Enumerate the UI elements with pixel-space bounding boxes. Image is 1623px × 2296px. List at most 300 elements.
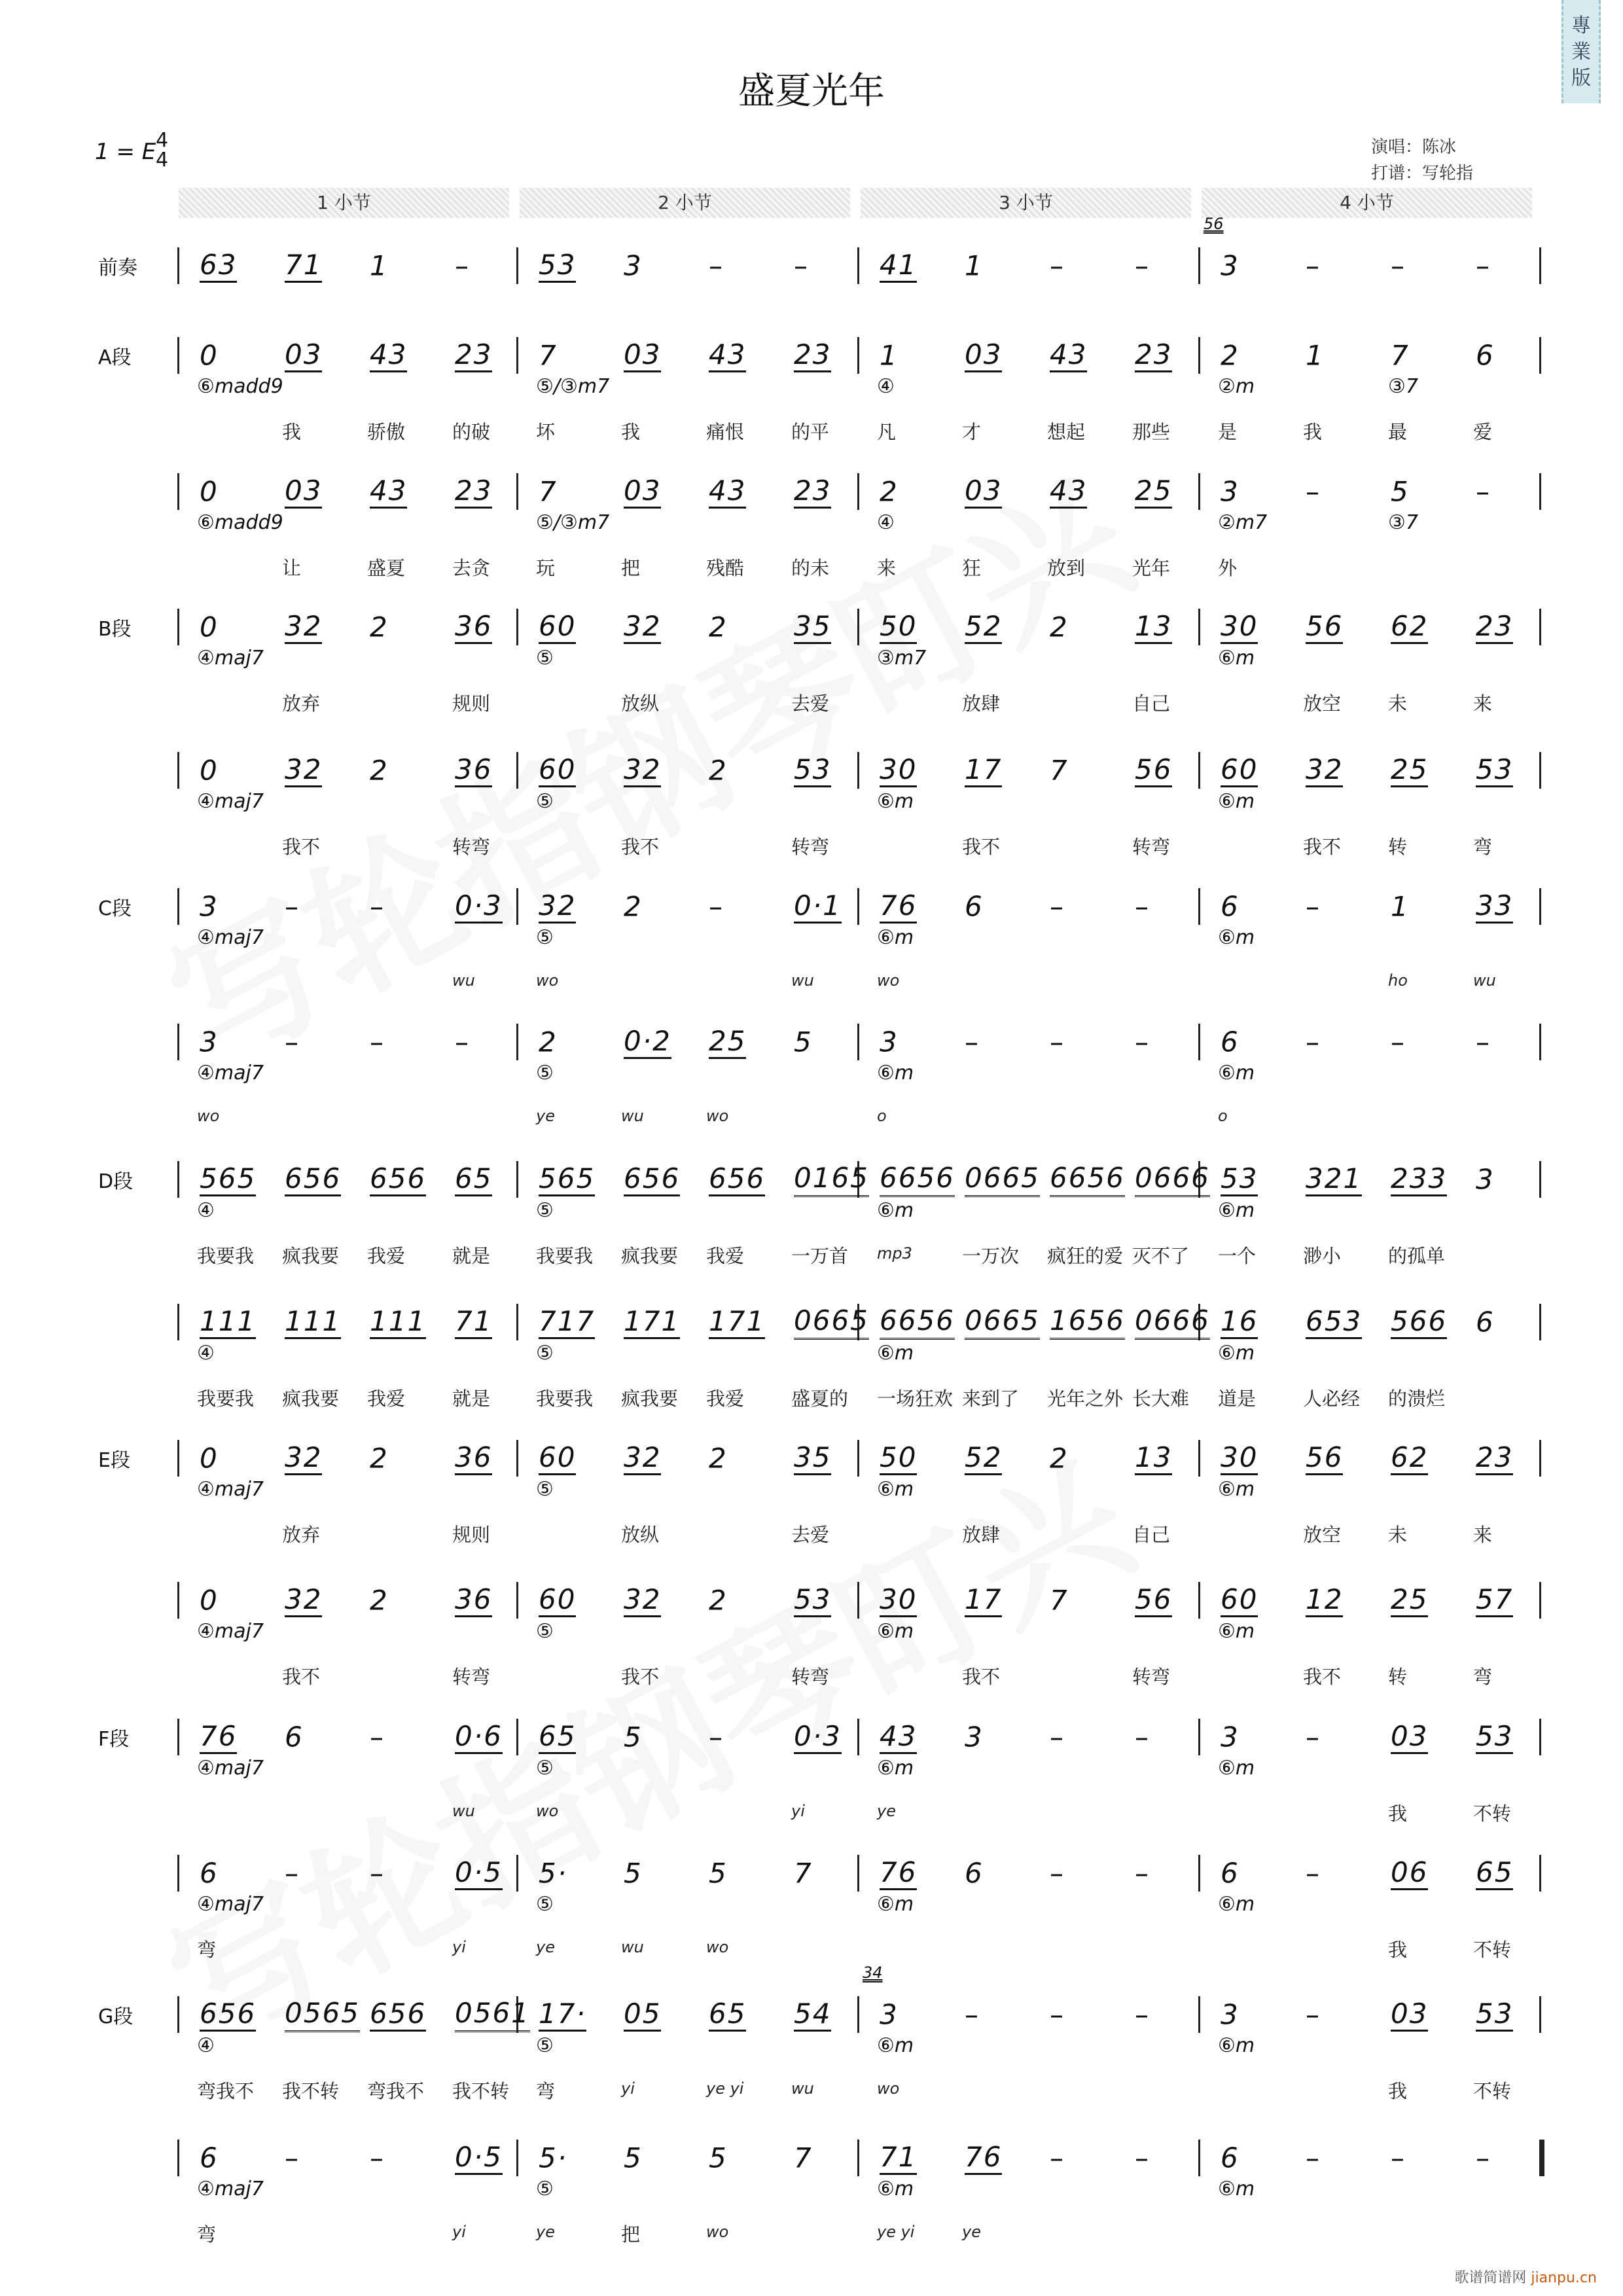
note: 35 bbox=[794, 1441, 831, 1475]
lyric: 来 bbox=[1473, 692, 1493, 715]
lyric: 灭不了 bbox=[1132, 1245, 1190, 1267]
note: 1656 bbox=[1050, 1304, 1125, 1340]
barline bbox=[1198, 888, 1200, 925]
note: 2 bbox=[1050, 611, 1069, 643]
note: 32 bbox=[285, 610, 322, 644]
lyric: 痛恨 bbox=[706, 421, 745, 443]
lyric: 让 bbox=[282, 557, 302, 579]
note: 3 bbox=[1221, 1998, 1240, 2031]
lyric: 凡 bbox=[877, 421, 897, 443]
note: 03 bbox=[285, 475, 322, 509]
dash: – bbox=[709, 890, 724, 923]
dash: – bbox=[1306, 249, 1321, 282]
lyric: mp3 bbox=[877, 1244, 912, 1263]
lyric: o bbox=[1218, 1107, 1228, 1125]
note: 3 bbox=[1221, 249, 1240, 282]
lyric: ye bbox=[536, 1107, 555, 1125]
barline bbox=[177, 752, 179, 789]
note: 2 bbox=[370, 754, 389, 787]
note: 2 bbox=[709, 1442, 728, 1475]
chord-symbol: ⑥m bbox=[1218, 2034, 1255, 2057]
lyric: 放空 bbox=[1303, 1524, 1342, 1546]
section-label: F段 bbox=[98, 1728, 130, 1751]
lyric: 放到 bbox=[1047, 557, 1086, 579]
chord-symbol: ⑥m bbox=[1218, 1342, 1255, 1365]
note: 36 bbox=[455, 1583, 492, 1617]
note: 6 bbox=[1476, 339, 1495, 372]
footer-site-cn: 歌谱简谱网 bbox=[1454, 2270, 1527, 2286]
barline bbox=[857, 1719, 859, 1755]
footer-site bbox=[1454, 2267, 1597, 2287]
lyric: 规则 bbox=[452, 1524, 491, 1546]
dash: – bbox=[1135, 2142, 1150, 2174]
note: 5 bbox=[709, 1857, 728, 1890]
lyric: 我不 bbox=[1303, 836, 1342, 858]
lyric: 疯狂的爱 bbox=[1047, 1245, 1124, 1267]
note: 53 bbox=[1476, 1720, 1513, 1754]
note: 71 bbox=[455, 1305, 492, 1339]
section-label: E段 bbox=[98, 1449, 130, 1472]
chord-symbol: ⑥m bbox=[1218, 1893, 1255, 1916]
note: 6 bbox=[1221, 2142, 1240, 2174]
note: 2 bbox=[709, 1584, 728, 1617]
dash: – bbox=[965, 1026, 980, 1058]
chord-symbol: ④ bbox=[877, 375, 895, 398]
note: 43 bbox=[370, 475, 407, 509]
lyric: 放肆 bbox=[962, 692, 1001, 715]
grace-note: 56 bbox=[1204, 215, 1224, 233]
note: 17 bbox=[965, 1583, 1002, 1617]
lyric: 那些 bbox=[1132, 421, 1171, 443]
lyric: 就是 bbox=[452, 1245, 491, 1267]
barline bbox=[516, 473, 518, 510]
measure-header-4: 4 小节 bbox=[1202, 188, 1532, 218]
note: 3 bbox=[200, 890, 219, 923]
note: 656 bbox=[624, 1162, 680, 1196]
lyric: 我不 bbox=[962, 836, 1001, 858]
note: 32 bbox=[285, 1441, 322, 1475]
lyric: 我 bbox=[1388, 1803, 1408, 1825]
note: 1 bbox=[1306, 339, 1325, 372]
barline bbox=[516, 1855, 518, 1892]
dash: – bbox=[1306, 475, 1321, 508]
chord-symbol: ⑤ bbox=[536, 647, 554, 670]
note: 6 bbox=[965, 890, 984, 923]
lyric: 人必经 bbox=[1303, 1388, 1361, 1410]
barline bbox=[516, 247, 518, 284]
lyric: 未 bbox=[1388, 1524, 1408, 1546]
chord-symbol: ⑥m bbox=[1218, 1062, 1255, 1085]
note: 6 bbox=[965, 1857, 984, 1890]
lyric: 一场狂欢 bbox=[877, 1388, 954, 1410]
barline bbox=[177, 1855, 179, 1892]
chord-symbol: ④ bbox=[197, 1342, 215, 1365]
lyric: 弯我不 bbox=[197, 2080, 255, 2102]
barline bbox=[1539, 609, 1541, 645]
dash: – bbox=[370, 890, 385, 923]
lyric: 弯 bbox=[536, 2080, 556, 2102]
lyric: 疯我要 bbox=[282, 1388, 340, 1410]
note: 1 bbox=[1391, 890, 1410, 923]
note: 3 bbox=[965, 1721, 984, 1753]
note: 25 bbox=[709, 1025, 746, 1059]
chord-symbol: ④ bbox=[197, 2034, 215, 2057]
note: 1 bbox=[965, 249, 984, 282]
dash: – bbox=[1135, 1857, 1150, 1890]
barline bbox=[1198, 1855, 1200, 1892]
dash: – bbox=[1135, 1026, 1150, 1058]
note: 7 bbox=[539, 475, 558, 508]
dash: – bbox=[1135, 1721, 1150, 1753]
barline bbox=[177, 2140, 179, 2176]
chord-symbol: ⑥m bbox=[877, 2178, 914, 2200]
note: 43 bbox=[880, 1720, 917, 1754]
barline bbox=[177, 1582, 179, 1619]
chord-symbol: ⑥m bbox=[877, 1199, 914, 1222]
chord-symbol: ⑥m bbox=[1218, 647, 1255, 670]
section-label: C段 bbox=[98, 897, 132, 920]
lyric: 弯 bbox=[1473, 1666, 1493, 1688]
lyric: 最 bbox=[1388, 421, 1408, 443]
lyric: 未 bbox=[1388, 692, 1408, 715]
note: 56 bbox=[1306, 1441, 1343, 1475]
lyric: 不转 bbox=[1473, 1939, 1512, 1961]
lyric: 放空 bbox=[1303, 692, 1342, 715]
note: 3 bbox=[1476, 1163, 1495, 1196]
chord-symbol: ④maj7 bbox=[197, 1620, 264, 1643]
note: 5 bbox=[709, 2142, 728, 2174]
note: 0665 bbox=[965, 1304, 1040, 1340]
lyric: 我 bbox=[282, 421, 302, 443]
chord-symbol: ⑤ bbox=[536, 2178, 554, 2200]
lyric: wu bbox=[621, 1938, 644, 1956]
note: 0·2 bbox=[624, 1025, 671, 1059]
note: 6656 bbox=[880, 1304, 955, 1340]
chord-symbol: ⑤/③m7 bbox=[536, 375, 610, 398]
lyric: 我爱 bbox=[706, 1388, 745, 1410]
note: 0·3 bbox=[794, 1720, 842, 1754]
lyric: 转弯 bbox=[452, 836, 491, 858]
barline bbox=[516, 1440, 518, 1477]
dash: – bbox=[285, 1026, 300, 1058]
chord-symbol: ⑥m bbox=[1218, 1478, 1255, 1501]
dash: – bbox=[1476, 1026, 1491, 1058]
lyric: ye bbox=[536, 1938, 555, 1956]
lyric: 我不 bbox=[1303, 1666, 1342, 1688]
barline bbox=[1539, 2140, 1544, 2176]
note: 60 bbox=[1221, 1583, 1258, 1617]
note: 111 bbox=[370, 1305, 426, 1339]
chord-symbol: ⑤/③m7 bbox=[536, 511, 610, 534]
lyric: 我不 bbox=[282, 836, 321, 858]
barline bbox=[177, 888, 179, 925]
note: 53 bbox=[1221, 1162, 1258, 1196]
chord-symbol: ④maj7 bbox=[197, 647, 264, 670]
note: 52 bbox=[965, 1441, 1002, 1475]
lyric: 弯我不 bbox=[367, 2080, 425, 2102]
dash: – bbox=[1391, 249, 1406, 282]
transcriber-credit: 打谱：写轮指 bbox=[1371, 164, 1474, 183]
lyric: 想起 bbox=[1047, 421, 1086, 443]
lyric: 的孤单 bbox=[1388, 1245, 1446, 1267]
note: 23 bbox=[455, 338, 492, 372]
lyric: 不转 bbox=[1473, 1803, 1512, 1825]
barline bbox=[1539, 1996, 1541, 2033]
lyric: yi bbox=[452, 1938, 466, 1956]
note: 53 bbox=[1476, 753, 1513, 787]
barline bbox=[516, 1304, 518, 1340]
lyric: 的破 bbox=[452, 421, 491, 443]
note: 35 bbox=[794, 610, 831, 644]
note: 6 bbox=[1221, 890, 1240, 923]
lyric: 光年之外 bbox=[1047, 1388, 1124, 1410]
chord-symbol: ④ bbox=[197, 1199, 215, 1222]
dash: – bbox=[285, 2142, 300, 2174]
note: 7 bbox=[1050, 754, 1069, 787]
chord-symbol: ⑥m bbox=[1218, 2178, 1255, 2200]
note: 23 bbox=[1135, 338, 1172, 372]
lyric: 放弃 bbox=[282, 1524, 321, 1546]
note: 2 bbox=[370, 611, 389, 643]
barline bbox=[1198, 247, 1200, 284]
lyric: 坏 bbox=[536, 421, 556, 443]
note: 653 bbox=[1306, 1305, 1362, 1339]
note: 32 bbox=[624, 753, 661, 787]
lyric: 的未 bbox=[791, 557, 830, 579]
note: 6 bbox=[200, 2142, 219, 2174]
note: 0165 bbox=[794, 1162, 869, 1197]
lyric: 道是 bbox=[1218, 1388, 1257, 1410]
barline bbox=[516, 1024, 518, 1060]
lyric: 自己 bbox=[1132, 1524, 1171, 1546]
barline bbox=[516, 1582, 518, 1619]
note: 717 bbox=[539, 1305, 595, 1339]
note: 656 bbox=[370, 1998, 426, 2032]
chord-symbol: ⑥m bbox=[877, 1342, 914, 1365]
barline bbox=[1198, 337, 1200, 374]
lyric: 转 bbox=[1388, 836, 1408, 858]
chord-symbol: ⑥m bbox=[877, 926, 914, 949]
barline bbox=[857, 473, 859, 510]
chord-symbol: ④maj7 bbox=[197, 1893, 264, 1916]
note: 60 bbox=[539, 1441, 576, 1475]
chord-symbol: ⑤ bbox=[536, 1620, 554, 1643]
note: 3 bbox=[1221, 1721, 1240, 1753]
measure-header-2: 2 小节 bbox=[520, 188, 850, 218]
note: 03 bbox=[1391, 1720, 1428, 1754]
lyric: wo bbox=[706, 1107, 729, 1125]
note: 50 bbox=[880, 610, 917, 644]
note: 2 bbox=[624, 890, 643, 923]
barline bbox=[1539, 888, 1541, 925]
chord-symbol: ⑤ bbox=[536, 1478, 554, 1501]
barline bbox=[516, 1161, 518, 1198]
chord-symbol: ⑤ bbox=[536, 1757, 554, 1780]
chord-symbol: ⑥m bbox=[1218, 1757, 1255, 1780]
note: 62 bbox=[1391, 610, 1428, 644]
note: 30 bbox=[1221, 610, 1258, 644]
note: 56 bbox=[1306, 610, 1343, 644]
lyric: 放纵 bbox=[621, 692, 660, 715]
lyric: yi bbox=[791, 1802, 805, 1820]
note: 25 bbox=[1391, 1583, 1428, 1617]
note: 12 bbox=[1306, 1583, 1343, 1617]
dash: – bbox=[370, 2142, 385, 2174]
lyric: 狂 bbox=[962, 557, 982, 579]
dash: – bbox=[1050, 1857, 1065, 1890]
lyric: 我 bbox=[1303, 421, 1323, 443]
dash: – bbox=[1135, 249, 1150, 282]
note: 3 bbox=[200, 1026, 219, 1058]
lyric: 一万次 bbox=[962, 1245, 1020, 1267]
dash: – bbox=[1306, 1998, 1321, 2031]
dash: – bbox=[1306, 1721, 1321, 1753]
lyric: 盛夏 bbox=[367, 557, 406, 579]
lyric: 疯我要 bbox=[282, 1245, 340, 1267]
lyric: 一万首 bbox=[791, 1245, 849, 1267]
note: 23 bbox=[1476, 1441, 1513, 1475]
lyric: 转弯 bbox=[1132, 1666, 1171, 1688]
credits bbox=[1371, 134, 1473, 187]
barline bbox=[1198, 1719, 1200, 1755]
section-label: D段 bbox=[98, 1170, 134, 1193]
note: 03 bbox=[965, 338, 1002, 372]
dash: – bbox=[1135, 1998, 1150, 2031]
barline bbox=[516, 1719, 518, 1755]
note: 36 bbox=[455, 1441, 492, 1475]
chord-symbol: ⑥m bbox=[877, 1620, 914, 1643]
note: 43 bbox=[370, 338, 407, 372]
note: 32 bbox=[624, 610, 661, 644]
note: 32 bbox=[285, 1583, 322, 1617]
barline bbox=[177, 1304, 179, 1340]
barline bbox=[857, 2140, 859, 2176]
note: 76 bbox=[965, 2141, 1002, 2175]
lyric: wo bbox=[536, 1802, 559, 1820]
note: 76 bbox=[880, 1856, 917, 1890]
lyric: yi bbox=[621, 2079, 635, 2098]
time-signature-top: 4 bbox=[156, 129, 169, 152]
dash: – bbox=[1050, 890, 1065, 923]
barline bbox=[1198, 1996, 1200, 2033]
lyric: wo bbox=[536, 971, 559, 990]
note: 25 bbox=[1391, 753, 1428, 787]
lyric: 长大难 bbox=[1132, 1388, 1190, 1410]
lyric: 来到了 bbox=[962, 1388, 1020, 1410]
chord-symbol: ④maj7 bbox=[197, 790, 264, 813]
lyric: 残酷 bbox=[706, 557, 745, 579]
section-label: 前奏 bbox=[98, 257, 137, 279]
note: 0 bbox=[200, 1442, 219, 1475]
note: 53 bbox=[1476, 1998, 1513, 2032]
dash: – bbox=[370, 1026, 385, 1058]
note: 65 bbox=[709, 1998, 746, 2032]
note: 111 bbox=[200, 1305, 256, 1339]
chord-symbol: ③7 bbox=[1388, 375, 1418, 398]
note: 76 bbox=[880, 889, 917, 924]
dash: – bbox=[455, 249, 470, 282]
barline bbox=[1198, 1440, 1200, 1477]
note: 03 bbox=[624, 475, 661, 509]
note: 23 bbox=[455, 475, 492, 509]
lyric: 我 bbox=[621, 421, 641, 443]
note: 171 bbox=[624, 1305, 680, 1339]
dash: – bbox=[965, 1998, 980, 2031]
chord-symbol: ④maj7 bbox=[197, 2178, 264, 2200]
note: 2 bbox=[370, 1442, 389, 1475]
note: 60 bbox=[1221, 753, 1258, 787]
barline bbox=[857, 1855, 859, 1892]
note: 7 bbox=[794, 2142, 813, 2174]
chord-symbol: ⑥m bbox=[877, 1062, 914, 1085]
grace-note: 34 bbox=[863, 1964, 883, 1982]
lyric: wo bbox=[877, 971, 900, 990]
chord-symbol: ③7 bbox=[1388, 511, 1418, 534]
note: 0665 bbox=[965, 1162, 1040, 1197]
barline bbox=[177, 473, 179, 510]
note: 171 bbox=[709, 1305, 765, 1339]
chord-symbol: ⑥m bbox=[877, 2034, 914, 2057]
lyric: 的溃烂 bbox=[1388, 1388, 1446, 1410]
note: 13 bbox=[1135, 1441, 1172, 1475]
note: 7 bbox=[1050, 1584, 1069, 1617]
dash: – bbox=[1050, 1721, 1065, 1753]
dash: – bbox=[1050, 1026, 1065, 1058]
note: 233 bbox=[1391, 1162, 1447, 1196]
barline bbox=[857, 888, 859, 925]
lyric: 放弃 bbox=[282, 692, 321, 715]
note: 7 bbox=[539, 339, 558, 372]
note: 2 bbox=[1221, 339, 1240, 372]
note: 656 bbox=[370, 1162, 426, 1196]
note: 656 bbox=[709, 1162, 765, 1196]
chord-symbol: ⑤ bbox=[536, 790, 554, 813]
lyric: wu bbox=[791, 971, 814, 990]
note: 65 bbox=[455, 1162, 492, 1196]
note: 2 bbox=[880, 475, 899, 508]
dash: – bbox=[1306, 890, 1321, 923]
note: 3 bbox=[880, 1998, 899, 2031]
chord-symbol: ⑥m bbox=[877, 1893, 914, 1916]
barline bbox=[177, 337, 179, 374]
barline bbox=[1539, 1582, 1541, 1619]
note: 43 bbox=[709, 338, 746, 372]
note: 5 bbox=[624, 2142, 643, 2174]
note: 56 bbox=[1135, 753, 1172, 787]
lyric: 我要我 bbox=[197, 1245, 255, 1267]
time-signature bbox=[156, 131, 168, 170]
lyric: 我爱 bbox=[706, 1245, 745, 1267]
barline bbox=[857, 1996, 859, 2033]
note: 5 bbox=[624, 1857, 643, 1890]
note: 0 bbox=[200, 339, 219, 372]
chord-symbol: ④ bbox=[877, 511, 895, 534]
lyric: 自己 bbox=[1132, 692, 1171, 715]
lyric: 转 bbox=[1388, 1666, 1408, 1688]
note: 6 bbox=[200, 1857, 219, 1890]
lyric: ye yi bbox=[706, 2079, 744, 2098]
lyric: 我 bbox=[1388, 1939, 1408, 1961]
note: 5 bbox=[624, 1721, 643, 1753]
lyric: 是 bbox=[1218, 421, 1238, 443]
lyric: wo bbox=[197, 1107, 220, 1125]
note: 0 bbox=[200, 1584, 219, 1617]
note: 6656 bbox=[880, 1162, 955, 1197]
lyric: wo bbox=[706, 1938, 729, 1956]
lyric: 把 bbox=[621, 557, 641, 579]
note: 03 bbox=[1391, 1998, 1428, 2032]
chord-symbol: ⑤ bbox=[536, 1342, 554, 1365]
